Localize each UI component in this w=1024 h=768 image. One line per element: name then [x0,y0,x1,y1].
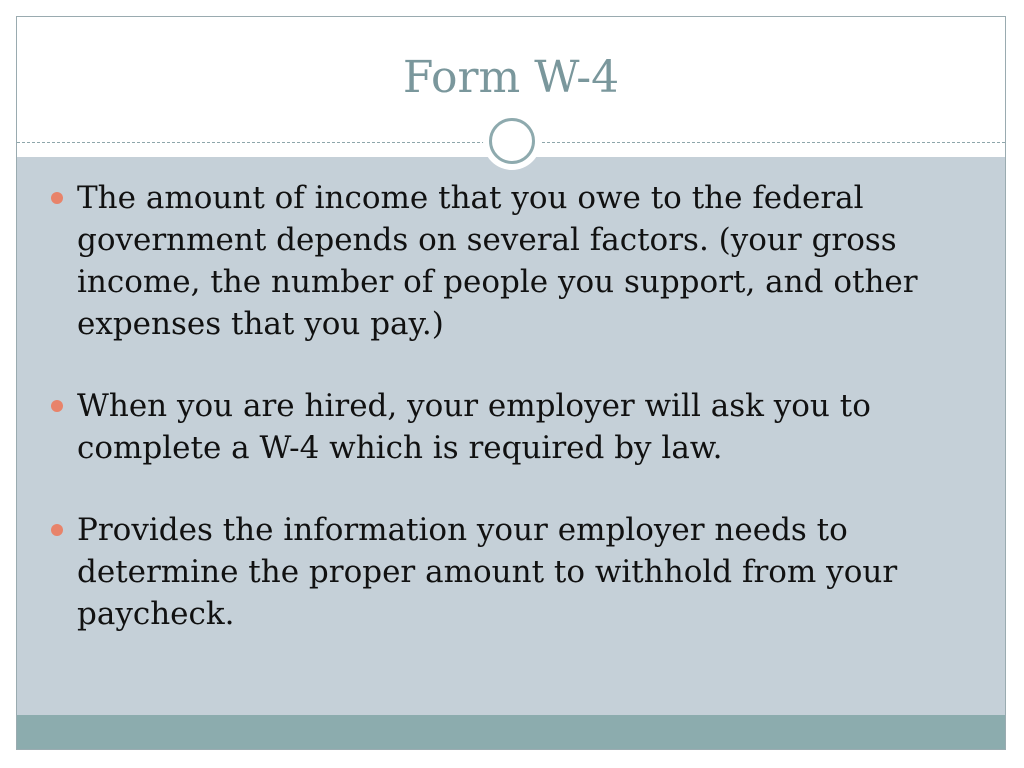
circle-ring-icon [483,112,541,170]
bullet-dot-icon [51,400,63,412]
slide [16,16,1006,750]
bullet-dot-icon [51,524,63,536]
bullet-item [49,385,989,469]
bullet-item [49,177,989,345]
bullet-item [49,509,989,635]
bullet-list [49,177,989,675]
bullet-text: When you are hired, your employer will ask you to complete a W-4 which is required by law. [77,388,871,466]
footer-band [17,715,1005,750]
bullet-dot-icon [51,192,63,204]
bullet-text: Provides the information your employer needs to determine the proper amount to withhold from your paycheck. [77,512,898,632]
bullet-text: The amount of income that you owe to the federal government depends on several factors. (your gross income, the number of people you support, and other expenses that you pay.) [77,180,918,342]
slide-title: Form W-4 [402,52,620,103]
ring-shape [489,118,535,164]
